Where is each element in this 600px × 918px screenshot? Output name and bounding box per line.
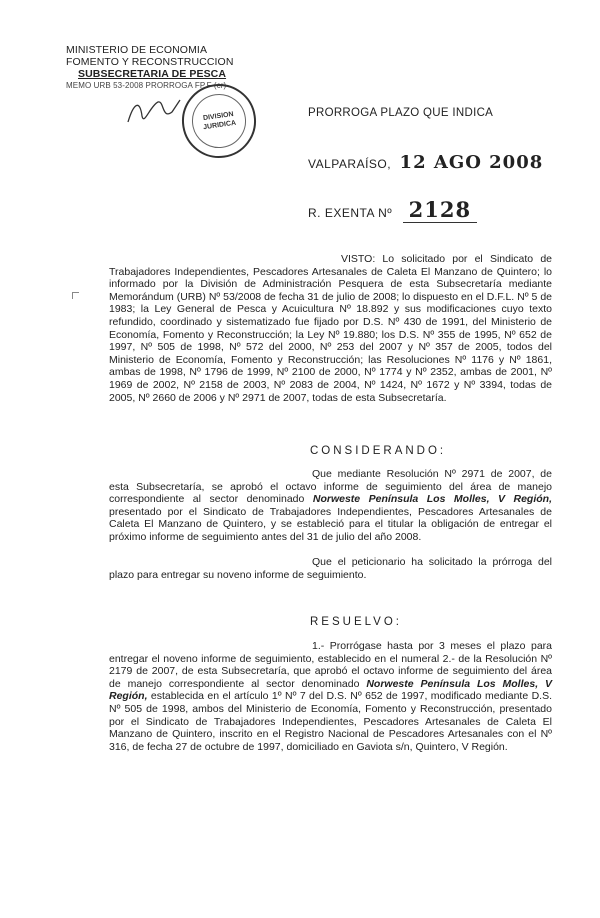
city-label: VALPARAÍSO, [308,157,392,171]
document-title: PRORROGA PLAZO QUE INDICA [308,107,494,119]
initials-signature [124,92,184,132]
sector-name-2: Norweste Península Los Molles, V Región, [109,677,553,703]
resolution-label: R. EXENTA Nº [308,206,393,220]
memo-reference: MEMO URB 53-2008 PRORROGA FP.F (cr) [66,81,227,90]
resuelvo-paragraph-1 [109,640,552,753]
visto-text: Lo solicitado por el Sindicato de Trabajadores Independientes, Pescadores Artesanales de Caleta El Manzano de Quintero; lo informado por la División de Administración Pesquera de esta Subsecretaría mediante Memorándum (URB) Nº 53/2008 de fecha 31 de julio de 2008; lo dispuesto en el D.F.L. Nº 5 de 1983; la Ley General de Pesca y Acuicultura Nº 18.892 y sus modificaciones cuyo texto refundido, coordinado y sistematizado fue fijado por D.S. Nº 430 de 1991, del Ministerio de Economía, Fomento y Reconstrucción; la Ley Nº 19.880; los D.S. Nº 355 de 1995, Nº 652 de 1997, Nº 505 de 1998, Nº 572 del 2000, Nº 253 del 2007 y Nº 357 de 2005, todos del Ministerio de Economía, Fomento y Reconstrucción; las Resoluciones Nº 1176 y Nº 1861, ambas de 1998, Nº 1796 de 1999, Nº 2100 de 2000, Nº 1774 y Nº 2352, ambas de 2001, Nº 1969 de 2002, Nº 2158 de 2003, Nº 2083 de 2004, Nº 1424, Nº 1672 y Nº 3394, todas de 2005, Nº 2660 de 2006 y Nº 2971 de 2007, todas de esta Subsecretaría. [109,253,552,404]
resuelvo-heading: RESUELVO: [310,616,402,628]
visto-lead: VISTO: [341,253,376,265]
stamp-line2: JURIDICA [202,119,237,132]
ministry-line1: MINISTERIO DE ECONOMIA [66,44,208,56]
visto-paragraph [109,253,552,404]
sector-name-1: Norweste Península Los Molles, V Región, [312,493,553,506]
resuelvo-p1-text-a: 1.- Prorrógase hasta por 3 meses el plazo para entregar el noveno informe de seguimiento, establecido en el numeral 2.- de la Resolución Nº 2179 de 2007, de esta Subsecretaría, que aprobó el octavo informe de seguimiento del área de manejo correspondiente al sector denominado [109,640,552,690]
considerando-paragraph-1 [109,468,552,544]
ministry-line2: FOMENTO Y RECONSTRUCCION [66,56,234,68]
subsecretaria-name: SUBSECRETARIA DE PESCA [78,68,227,80]
considerando-heading: CONSIDERANDO: [310,445,447,457]
resuelvo-p1-text-b: establecida en el artículo 1º Nº 7 del D.S. Nº 652 de 1997, modificado mediante D.S. Nº 505 de 1998, ambos del Ministerio de Economía, Fomento y Reconstrucción, presentado por el Sindicato de Trabajadores Independientes, Pescadores Artesanales de Caleta El Manzano de Quintero, inscrito en el Registro Nacional de Pescadores Artesanales con el Nº 316, de fecha 27 de octubre de 1997, domiciliado en Gaviota s/n, Quintero, V Región. [109,690,552,753]
resolution-number-line [308,197,477,222]
considerando-p1-text-b: presentado por el Sindicato de Trabajadores Independientes, Pescadores Artesanales de Caleta El Manzano de Quintero, y se estableció para el titular la obligación de entregar el próximo informe de seguimiento antes del 31 de julio del año 2008. [109,505,552,543]
considerando-p1-text-a: Que mediante Resolución Nº 2971 de 2007, de esta Subsecretaría, se aprobó el octavo informe de seguimiento del área de manejo correspondiente al sector denominado [109,468,552,506]
resolution-number: 2128 [403,197,477,223]
considerando-paragraph-2: Que el peticionario ha solicitado la prórroga del plazo para entregar su noveno informe de seguimiento. [109,556,552,581]
margin-mark [72,292,79,299]
date-stamp: 12 AGO 2008 [399,152,544,173]
stamp-line1: DIVISION [202,110,235,123]
place-date [308,152,543,173]
